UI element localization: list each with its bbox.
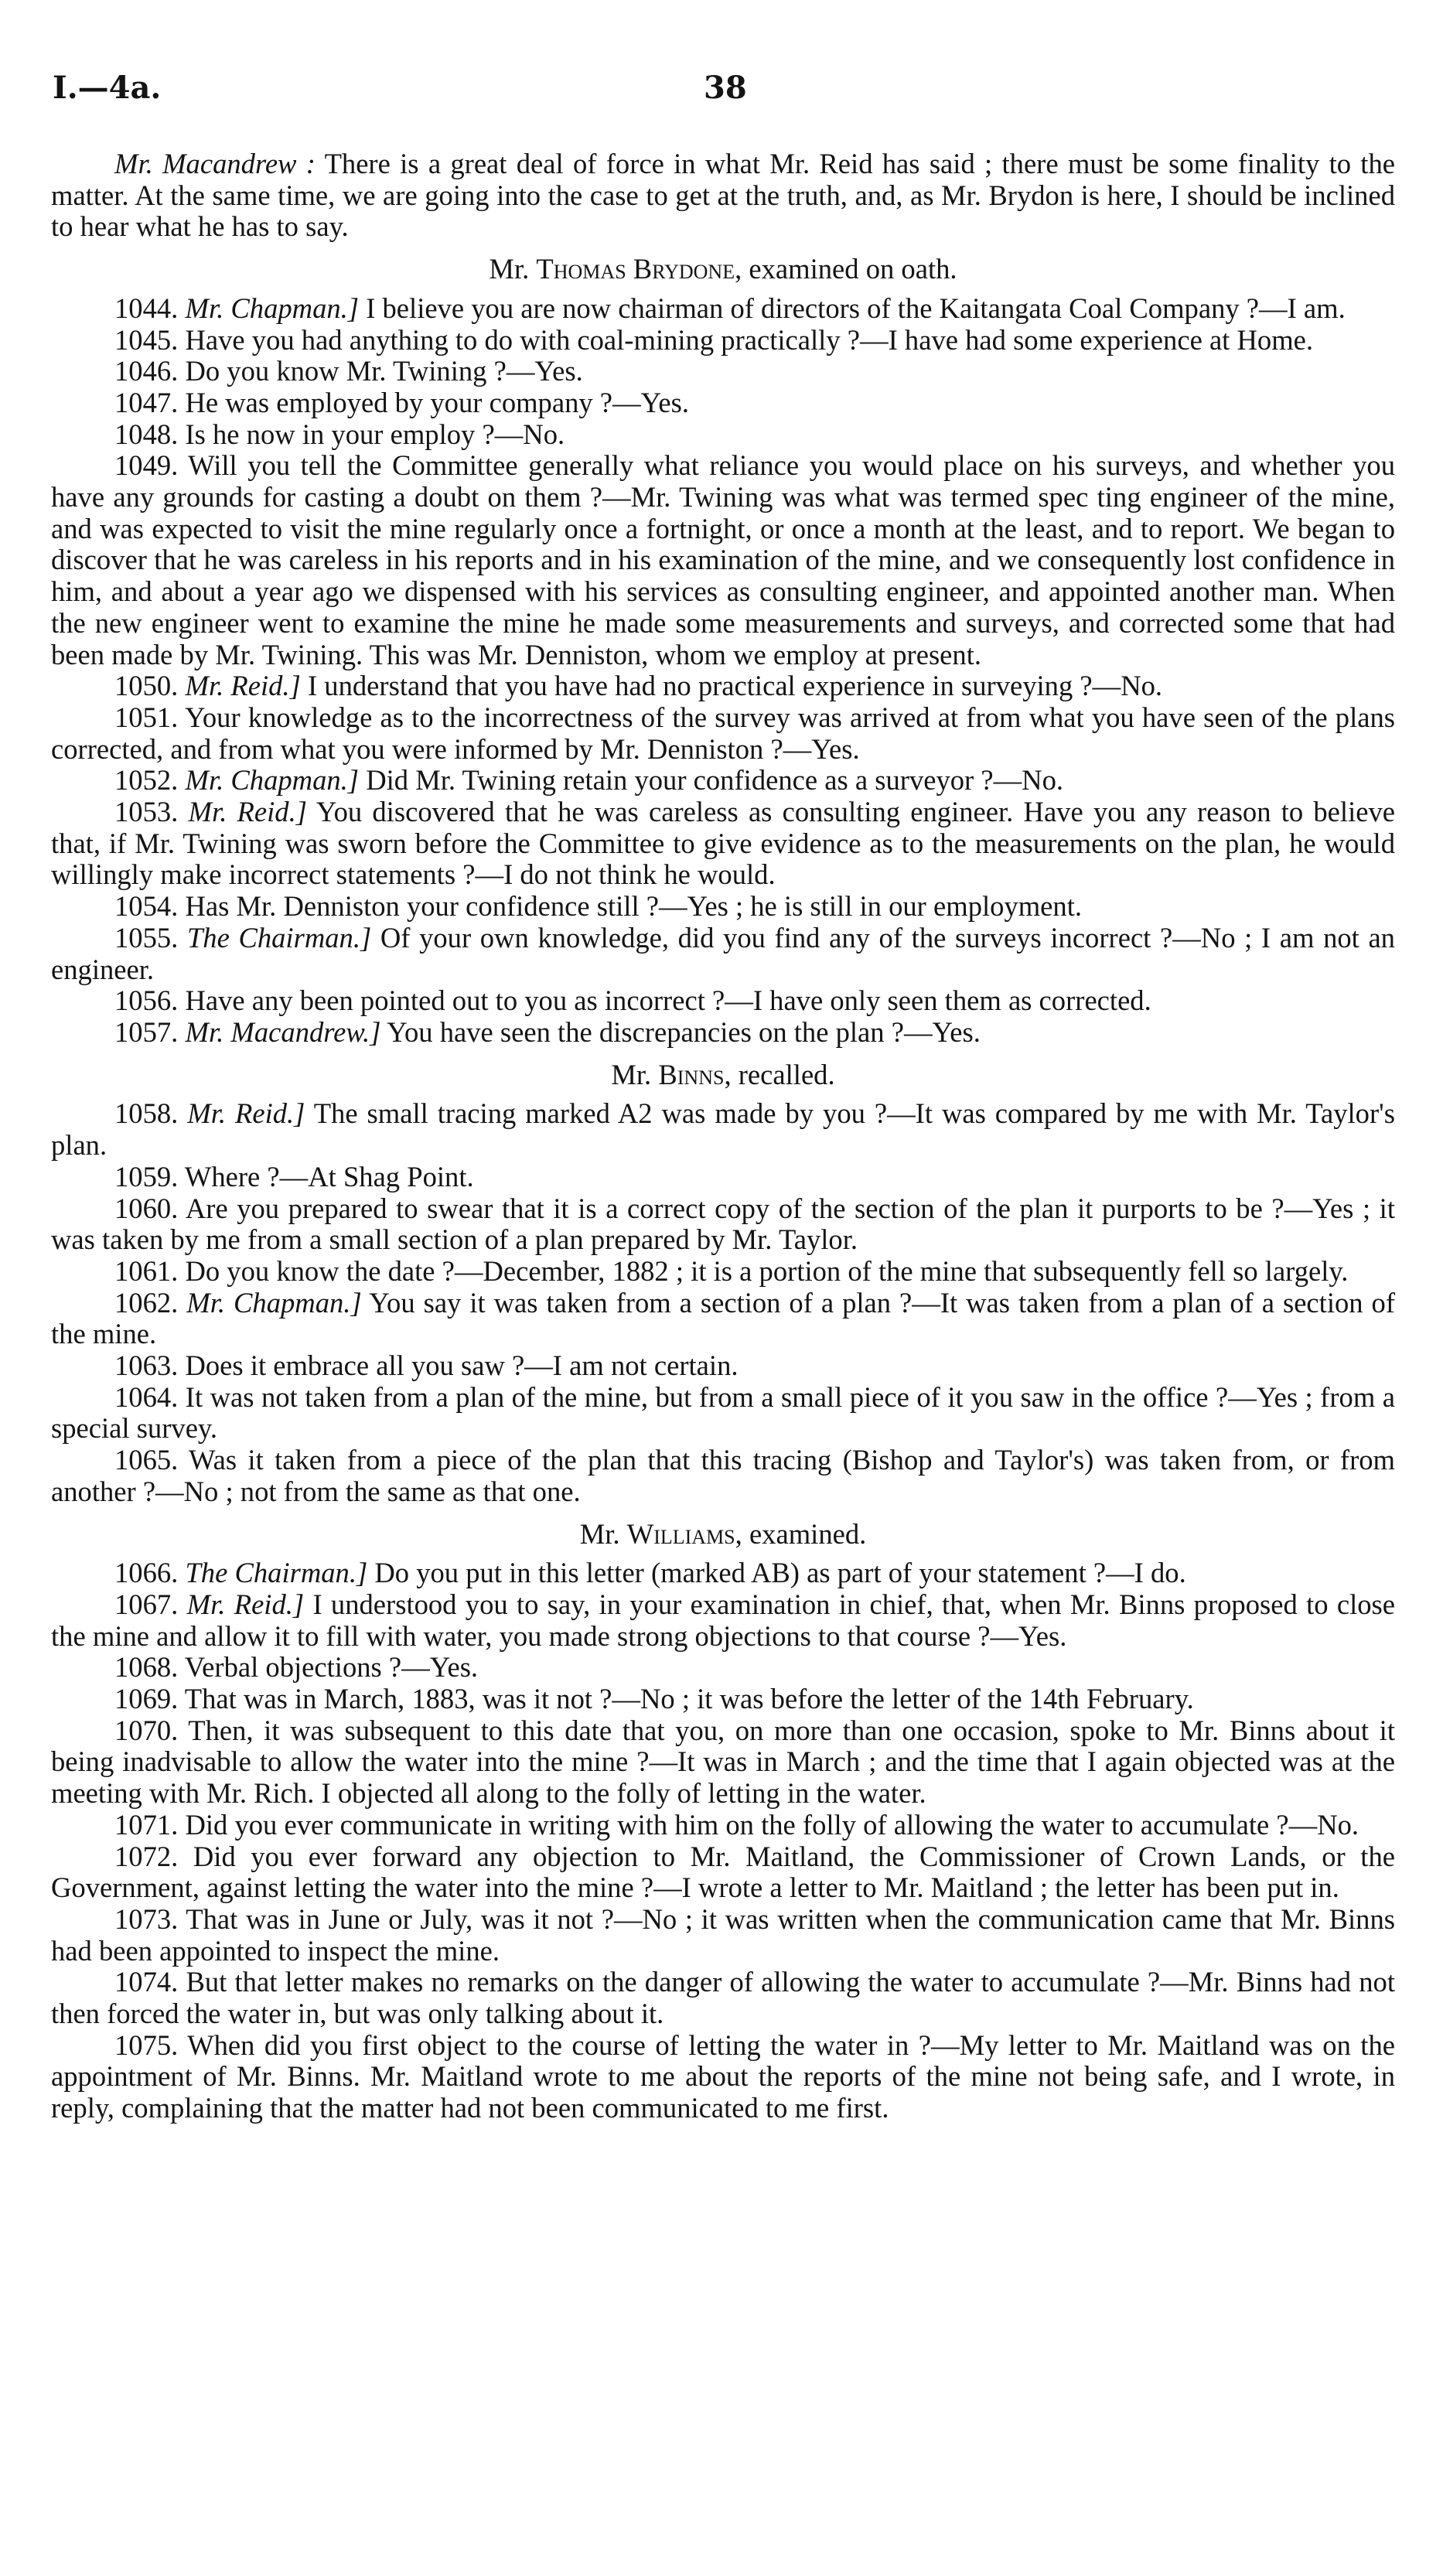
question-number: 1060. (114, 1192, 179, 1224)
question-number: 1059. (114, 1160, 179, 1192)
question-number: 1070. (114, 1714, 179, 1746)
testimony-paragraph (51, 1017, 1395, 1049)
testimony-paragraph (51, 148, 1395, 243)
testimony-paragraph (51, 923, 1395, 985)
speaker-name: Mr. Macandrew : (114, 148, 316, 179)
paragraph-text: When did you first object to the course of letting the water in ?—My letter to Mr. Maitland was on the appointment of Mr. Binns. Mr. Maitland wrote to me about the reports of the mine not being safe, and I wrote, in reply, complaining that the matter had not been communicated to me first. (51, 2028, 1395, 2124)
witness-name: Thomas Brydone (536, 253, 735, 285)
page-number: 38 (704, 70, 747, 106)
paragraph-text: There is a great deal of force in what Mr. Reid has said ; there must be some finality to the matter. At the same time, we are going into the case to get at the truth, and, as Mr. Brydon is here, I should be inclined to hear what he has to say. (51, 148, 1395, 243)
question-number: 1053. (114, 796, 179, 828)
testimony-paragraph (51, 1288, 1395, 1350)
heading-prefix: Mr. (489, 253, 537, 285)
question-number: 1072. (114, 1840, 179, 1872)
paragraph-text: Of your own knowledge, did you find any of the surveys incorrect ?—No ; I am not an engineer. (51, 921, 1395, 985)
paragraph-text: Has Mr. Denniston your confidence still ?—Yes ; he is still in our employment. (178, 890, 1083, 923)
testimony-paragraph (51, 1841, 1395, 1904)
document-body (51, 148, 1395, 2124)
witness-name: Williams (626, 1517, 735, 1550)
question-number: 1061. (114, 1254, 179, 1287)
question-number: 1046. (114, 355, 179, 387)
question-number: 1069. (114, 1683, 179, 1715)
testimony-paragraph (51, 1445, 1395, 1507)
speaker-name: Mr. Reid.] (185, 670, 301, 702)
speaker-name: Mr. Reid.] (188, 796, 307, 828)
paragraph-text: Have you had anything to do with coal-mining practically ?—I have had some experience at Home. (178, 323, 1314, 356)
paragraph-text: You say it was taken from a section of a plan ?—It was taken from a plan of a section of the mine. (51, 1286, 1396, 1350)
paragraph-text: The small tracing marked A2 was made by you ?—It was compared by me with Mr. Taylor's plan. (51, 1097, 1395, 1162)
testimony-paragraph (51, 1256, 1395, 1288)
paragraph-text: Did you ever forward any objection to Mr. Maitland, the Commissioner of Crown Lands, or the Government, against letting the water into the mine ?—I wrote a letter to Mr. Maitland ; the letter has been put in. (51, 1840, 1395, 1904)
question-number: 1064. (114, 1380, 179, 1413)
document-reference: I.—4a. (53, 70, 162, 106)
speaker-name: Mr. Chapman.] (185, 292, 360, 324)
paragraph-text: Do you know the date ?—December, 1882 ; it is a portion of the mine that subsequently fell so largely. (178, 1254, 1349, 1287)
question-number: 1073. (114, 1902, 179, 1935)
question-number: 1055. (114, 921, 179, 954)
testimony-paragraph (51, 1715, 1395, 1810)
question-number: 1062. (114, 1286, 179, 1319)
paragraph-text: Does it embrace all you saw ?—I am not certain. (178, 1349, 739, 1382)
heading-suffix: , examined on oath. (735, 253, 957, 285)
testimony-paragraph (51, 1904, 1395, 1967)
heading-prefix: Mr. (579, 1517, 627, 1550)
testimony-paragraph (51, 1382, 1395, 1445)
question-number: 1063. (114, 1349, 179, 1382)
heading-suffix: , recalled. (724, 1058, 835, 1090)
paragraph-text: Then, it was subsequent to this date that you, on more than one occasion, spoke to Mr. Binns about it being inadvisable to allow the water into the mine ?—It was in March ; and the time that I again objected was at the meeting with Mr. Rich. I objected all along to the folly of letting in the water. (51, 1714, 1395, 1810)
testimony-paragraph (51, 1558, 1395, 1589)
speaker-name: The Chairman.] (185, 1557, 368, 1589)
question-number: 1074. (114, 1966, 179, 1998)
testimony-paragraph (51, 985, 1395, 1017)
speaker-name: Mr. Chapman.] (185, 764, 360, 797)
testimony-paragraph (51, 670, 1395, 702)
testimony-paragraph (51, 450, 1395, 670)
question-number: 1048. (114, 418, 179, 450)
paragraph-text: Where ?—At Shag Point. (178, 1160, 474, 1192)
question-number: 1067. (114, 1588, 179, 1620)
paragraph-text: Is he now in your employ ?—No. (178, 418, 565, 450)
speaker-name: Mr. Macandrew.] (185, 1015, 381, 1048)
question-number: 1071. (114, 1808, 179, 1841)
testimony-paragraph (51, 293, 1395, 325)
testimony-paragraph (51, 1967, 1395, 2029)
testimony-paragraph (51, 797, 1395, 891)
question-number: 1054. (114, 890, 179, 923)
paragraph-text: He was employed by your company ?—Yes. (178, 386, 689, 418)
testimony-paragraph (51, 325, 1395, 357)
paragraph-text: I understood you to say, in your examination in chief, that, when Mr. Binns proposed to close the mine and allow it to fill with water, you made strong objections to that course ?—Yes. (51, 1588, 1395, 1652)
testimony-paragraph (51, 765, 1395, 797)
witness-heading (51, 1519, 1395, 1551)
paragraph-text: Are you prepared to swear that it is a correct copy of the section of the plan it purports to be ?—Yes ; it was taken by me from a small section of a plan prepared by Mr. Taylor. (51, 1192, 1395, 1256)
witness-name: Binns (658, 1058, 725, 1090)
paragraph-text: Your knowledge as to the incorrectness of the survey was arrived at from what you have seen of the plans corrected, and from what you were informed by Mr. Denniston ?—Yes. (51, 701, 1395, 765)
testimony-paragraph (51, 419, 1395, 451)
question-number: 1047. (114, 386, 179, 418)
question-number: 1045. (114, 323, 179, 356)
witness-heading (51, 1059, 1395, 1091)
question-number: 1075. (114, 2028, 179, 2061)
testimony-paragraph (51, 387, 1395, 419)
paragraph-text: Verbal objections ?—Yes. (178, 1651, 479, 1684)
paragraph-text: Have any been pointed out to you as incorrect ?—I have only seen them as corrected. (178, 984, 1151, 1017)
testimony-paragraph (51, 702, 1395, 765)
testimony-paragraph (51, 1810, 1395, 1841)
question-number: 1052. (114, 764, 179, 797)
question-number: 1065. (114, 1444, 179, 1476)
witness-heading (51, 254, 1395, 285)
paragraph-text: I believe you are now chairman of directors of the Kaitangata Coal Company ?—I am. (359, 292, 1346, 324)
paragraph-text: Do you know Mr. Twining ?—Yes. (178, 355, 583, 387)
heading-prefix: Mr. (611, 1058, 659, 1090)
speaker-name: The Chairman.] (186, 921, 372, 954)
paragraph-text: Do you put in this letter (marked AB) as part of your statement ?—I do. (367, 1557, 1186, 1589)
paragraph-text: It was not taken from a plan of the mine, but from a small piece of it you saw in the office ?—Yes ; from a special survey. (51, 1380, 1395, 1445)
speaker-name: Mr. Reid.] (186, 1588, 305, 1620)
paragraph-text: You discovered that he was careless as consulting engineer. Have you any reason to believe that, if Mr. Twining was sworn before the Committee to give evidence as to the measurements on the plan, he would willingly make incorrect statements ?—I do not think he would. (51, 796, 1396, 891)
question-number: 1066. (114, 1557, 179, 1589)
testimony-paragraph (51, 1589, 1395, 1652)
testimony-paragraph (51, 1350, 1395, 1382)
question-number: 1044. (114, 292, 179, 324)
testimony-paragraph (51, 1162, 1395, 1193)
testimony-paragraph (51, 1193, 1395, 1256)
testimony-paragraph (51, 2030, 1395, 2124)
paragraph-text: That was in March, 1883, was it not ?—No ; it was before the letter of the 14th February. (178, 1683, 1194, 1715)
paragraph-text: Did you ever communicate in writing with him on the folly of allowing the water to accumulate ?—No. (178, 1808, 1359, 1841)
testimony-paragraph (51, 1652, 1395, 1684)
speaker-name: Mr. Reid.] (187, 1097, 305, 1130)
paragraph-text: Did Mr. Twining retain your confidence as a surveyor ?—No. (359, 764, 1064, 797)
question-number: 1057. (114, 1015, 179, 1048)
paragraph-text: That was in June or July, was it not ?—No ; it was written when the communication came that Mr. Binns had been appointed to inspect the mine. (51, 1902, 1395, 1967)
heading-suffix: , examined. (735, 1517, 867, 1550)
question-number: 1050. (114, 670, 179, 702)
speaker-name: Mr. Chapman.] (186, 1286, 362, 1319)
paragraph-text: Was it taken from a piece of the plan that this tracing (Bishop and Taylor's) was taken from, or from another ?—No ; not from the same as that one. (51, 1444, 1395, 1507)
paragraph-text: But that letter makes no remarks on the danger of allowing the water to accumulate ?—Mr. Binns had not then forced the water in, but was only talking about it. (51, 1966, 1395, 2030)
question-number: 1056. (114, 984, 179, 1017)
paragraph-text: I understand that you have had no practical experience in surveying ?—No. (300, 670, 1163, 702)
paragraph-text: You have seen the discrepancies on the plan ?—Yes. (380, 1015, 981, 1048)
question-number: 1068. (114, 1651, 179, 1684)
question-number: 1058. (114, 1097, 179, 1130)
testimony-paragraph (51, 356, 1395, 387)
paragraph-text: Will you tell the Committee generally what reliance you would place on his surveys, and whether you have any grounds for casting a doubt on them ?—Mr. Twining was what was termed spec ting engineer of the mine, and was expected to visit the mine regularly once a fortnight, or once a month at the least, and to report. We began to discover that he was careless in his reports and in his examination of the mine, and we consequently lost confidence in him, and about a year ago we dispensed with his services as consulting engineer, and appointed another man. When the new engineer went to examine the mine he made some measurements and surveys, and corrected some that had been made by Mr. Twining. This was Mr. Denniston, whom we employ at present. (51, 449, 1395, 670)
question-number: 1051. (114, 701, 179, 733)
question-number: 1049. (114, 449, 179, 482)
testimony-paragraph (51, 891, 1395, 923)
testimony-paragraph (51, 1684, 1395, 1715)
testimony-paragraph (51, 1098, 1395, 1161)
